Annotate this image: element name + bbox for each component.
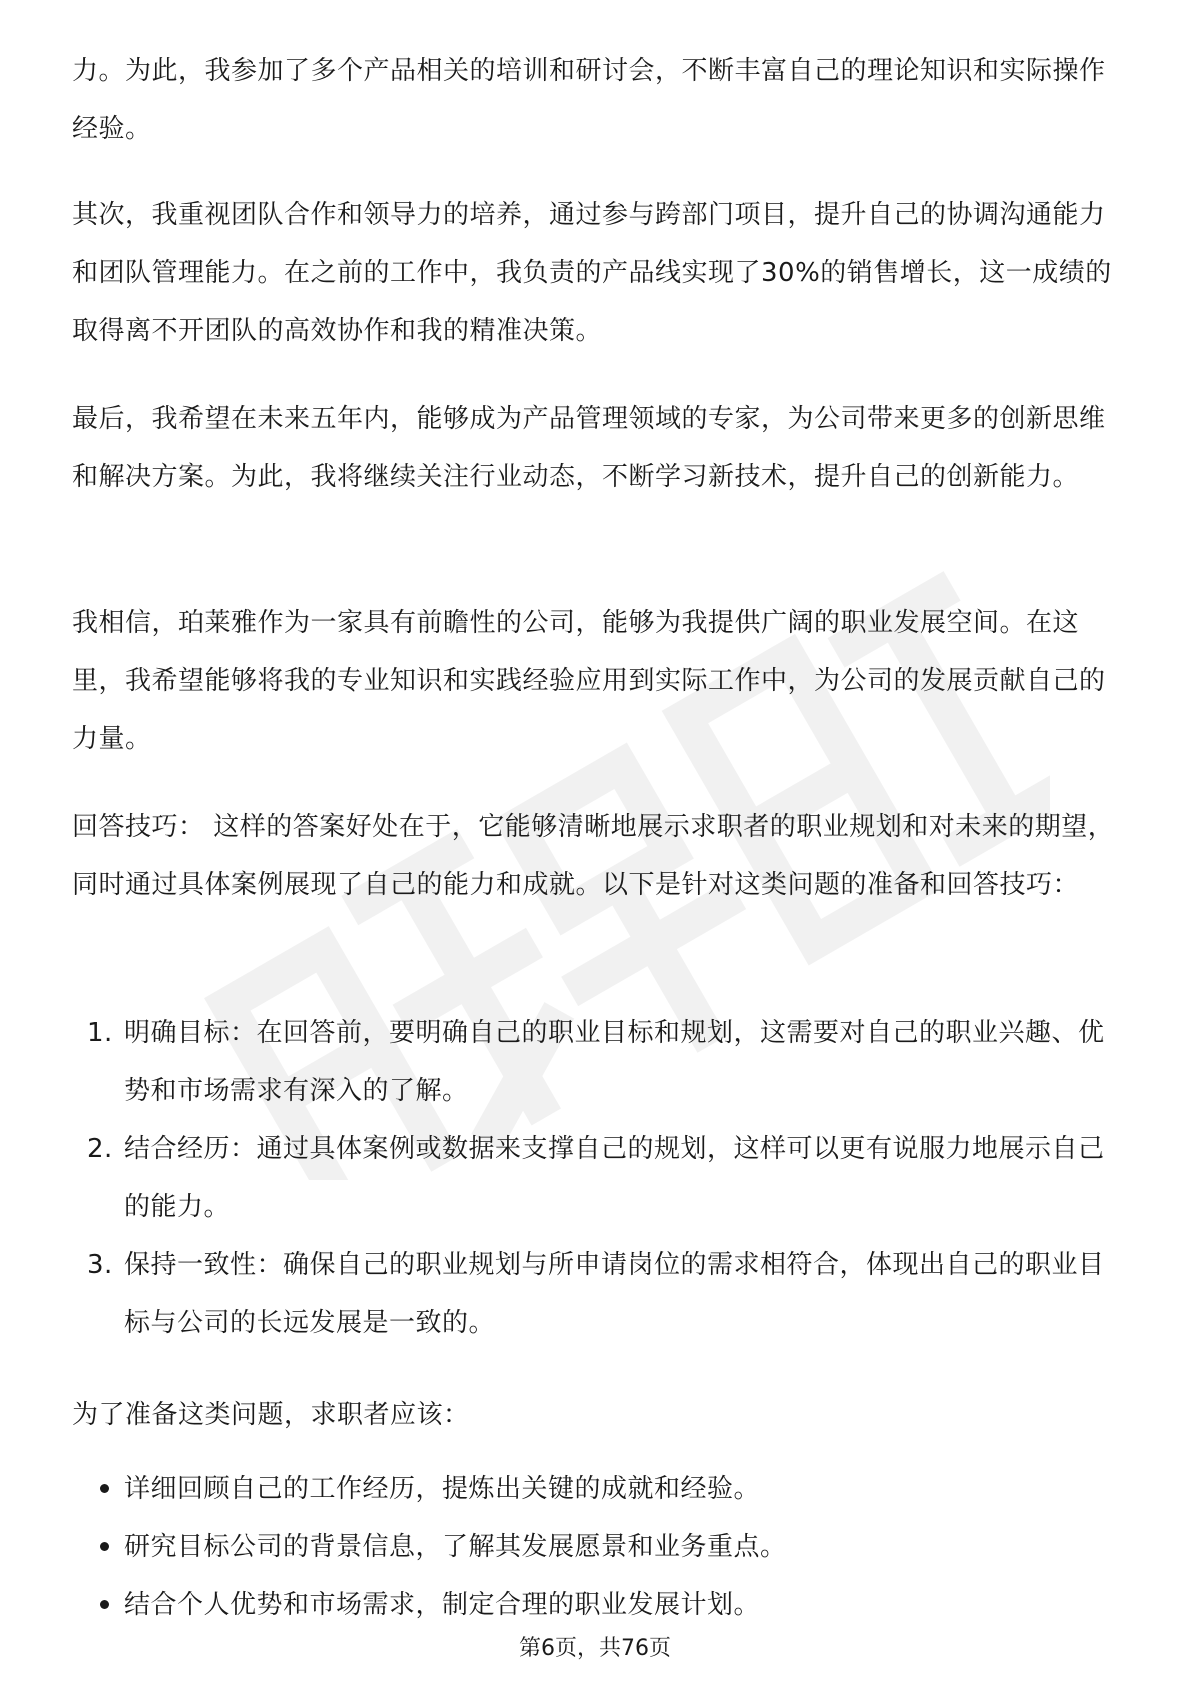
page-number: 第6页，共76页 <box>519 1636 671 1661</box>
paragraph: 最后，我希望在未来五年内，能够成为产品管理领域的专家，为公司带来更多的创新思维和解决方案。为此，我将继续关注行业动态，不断学习新技术，提升自己的创新能力。 <box>72 404 1106 492</box>
bullet-icon <box>100 1542 109 1551</box>
list-item-text: 结合个人优势和市场需求，制定合理的职业发展计划。 <box>124 1590 761 1620</box>
list-item <box>72 1004 1122 1120</box>
paragraph: 我相信，珀莱雅作为一家具有前瞻性的公司，能够为我提供广阔的职业发展空间。在这里，我希望能够将我的专业知识和实践经验应用到实际工作中，为公司的发展贡献自己的力量。 <box>72 608 1106 754</box>
list-item <box>72 1518 1122 1576</box>
bullet-list <box>72 1460 1122 1634</box>
list-item-text: 明确目标：在回答前，要明确自己的职业目标和规划，这需要对自己的职业兴趣、优势和市场需求有深入的了解。 <box>124 1018 1105 1106</box>
list-item-text: 结合经历：通过具体案例或数据来支撑自己的规划，这样可以更有说服力地展示自己的能力。 <box>124 1134 1105 1222</box>
bullet-icon <box>100 1600 109 1609</box>
list-item <box>72 1120 1122 1236</box>
list-item-text: 保持一致性：确保自己的职业规划与所申请岗位的需求相符合，体现出自己的职业目标与公司的长远发展是一致的。 <box>124 1250 1105 1338</box>
answer-tips-paragraph: 回答技巧： 这样的答案好处在于，它能够清晰地展示求职者的职业规划和对未来的期望，同时通过具体案例展现了自己的能力和成就。以下是针对这类问题的准备和回答技巧： <box>72 812 1115 900</box>
bullet-icon <box>100 1484 109 1493</box>
list-item-text: 研究目标公司的背景信息，了解其发展愿景和业务重点。 <box>124 1532 787 1562</box>
list-number: 3. <box>87 1250 113 1280</box>
paragraph: 其次，我重视团队合作和领导力的培养，通过参与跨部门项目，提升自己的协调沟通能力和团队管理能力。在之前的工作中，我负责的产品线实现了30%的销售增长，这一成绩的取得离不开团队的高效协作和我的精准决策。 <box>72 200 1112 346</box>
list-number: 1. <box>87 1018 113 1048</box>
list-item <box>72 1460 1122 1518</box>
paragraph: 为了准备这类问题，求职者应该： <box>72 1400 470 1430</box>
numbered-list <box>72 1004 1122 1352</box>
paragraph: 力。为此，我参加了多个产品相关的培训和研讨会，不断丰富自己的理论知识和实际操作经验。 <box>72 56 1106 144</box>
list-item <box>72 1576 1122 1634</box>
list-item-text: 详细回顾自己的工作经历，提炼出关键的成就和经验。 <box>124 1474 761 1504</box>
list-number: 2. <box>87 1134 113 1164</box>
list-item <box>72 1236 1122 1352</box>
